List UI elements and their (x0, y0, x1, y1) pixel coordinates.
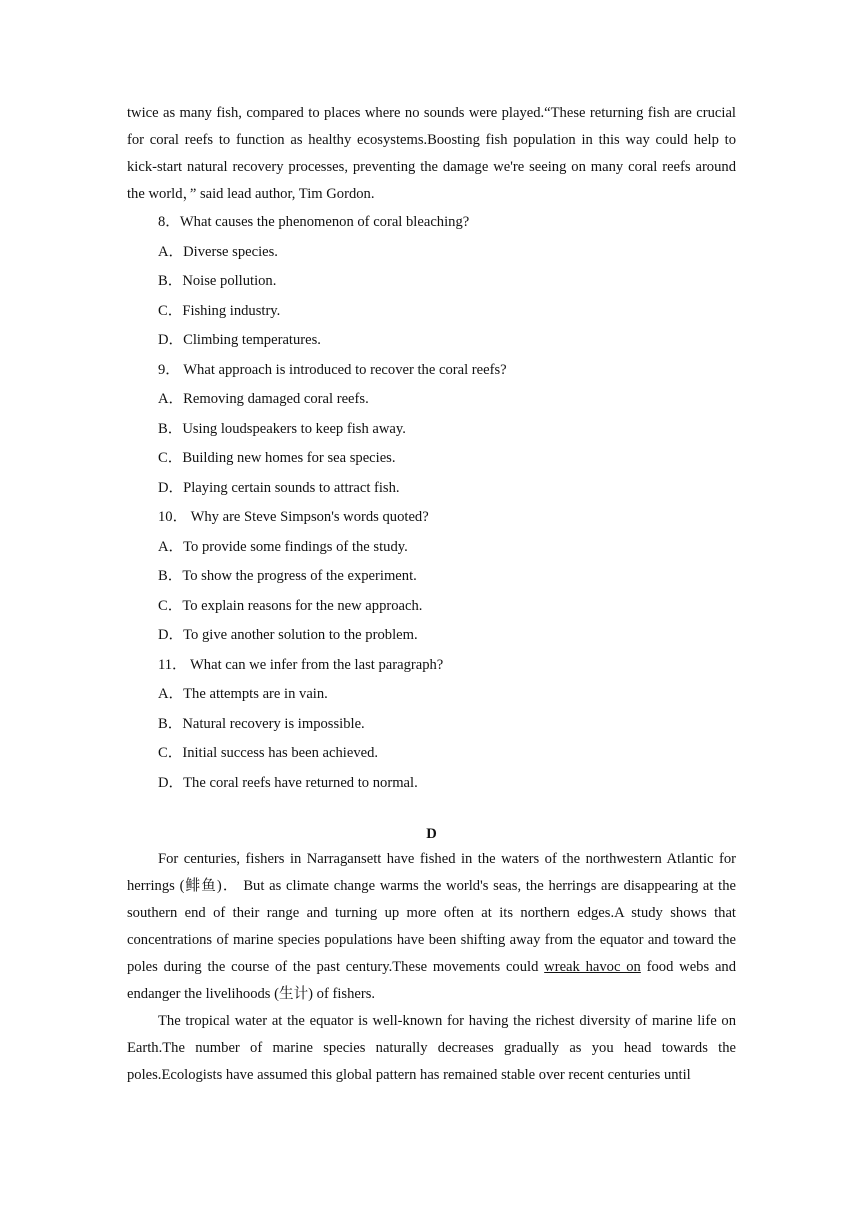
question-stem: 8．What causes the phenomenon of coral bleaching? (158, 214, 470, 230)
question-stem: 11． What can we infer from the last paragraph? (158, 656, 444, 673)
question-9 (127, 356, 736, 504)
underlined-phrase: wreak havoc on (544, 959, 641, 975)
paragraph-text: food webs and endanger the livelihoods (生计) of fishers. (127, 959, 737, 1002)
option-c: C．Fishing industry. (158, 302, 281, 319)
option-b: B．Using loudspeakers to keep fish away. (158, 420, 406, 437)
option-b: B．Natural recovery is impossible. (158, 715, 365, 732)
paragraph-text: For centuries, fishers in Narragansett have fished in the waters of the northwestern Atlantic for herrings (鲱鱼)． But as climate change warms the world's seas, the herrings are disappearing at the southern end of their range and turning up more often at its northern edges.A study shows that concentrations of marine species populations have been shifting away from the equator and toward the poles during the course of the past century.These movements could (127, 851, 736, 975)
passage-d-paragraph-1 (127, 846, 736, 1008)
option-c: C．Building new homes for sea species. (158, 450, 396, 466)
question-stem: 10． Why are Steve Simpson's words quoted? (158, 509, 429, 525)
option-a: A．To provide some findings of the study. (158, 538, 408, 555)
option-d: D．The coral reefs have returned to normal. (158, 774, 418, 791)
passage-c-ending: twice as many fish, compared to places where no sounds were played.“These returning fish are crucial for coral reefs to function as healthy ecosystems.Boosting fish population in this way could help to kick-start natural recovery processes, preventing the damage we're seeing on many coral reefs around the world，” said lead author, Tim Gordon. (127, 105, 736, 202)
option-a: A．Removing damaged coral reefs. (158, 391, 369, 407)
option-c: C．Initial success has been achieved. (158, 745, 379, 761)
question-10 (127, 503, 736, 651)
option-a: A．Diverse species. (158, 243, 278, 260)
document-page (127, 100, 736, 1089)
question-8 (127, 208, 736, 356)
option-d: D．Climbing temperatures. (158, 332, 321, 348)
question-11 (127, 651, 736, 799)
question-stem: 9． What approach is introduced to recover the coral reefs? (158, 361, 507, 378)
option-c: C．To explain reasons for the new approach. (158, 597, 423, 614)
option-b: B．To show the progress of the experiment. (158, 568, 417, 584)
option-d: D．Playing certain sounds to attract fish. (158, 479, 400, 496)
option-b: B．Noise pollution. (158, 273, 277, 289)
option-a: A．The attempts are in vain. (158, 686, 328, 702)
passage-d-paragraph-2: The tropical water at the equator is well-known for having the richest diversity of marine life on Earth.The number of marine species naturally decreases gradually as you head towards the poles.Ecologists have assumed this global pattern has remained stable over recent centuries until (127, 1013, 736, 1083)
section-heading-d: D (426, 826, 437, 842)
option-d: D．To give another solution to the problem. (158, 627, 418, 643)
